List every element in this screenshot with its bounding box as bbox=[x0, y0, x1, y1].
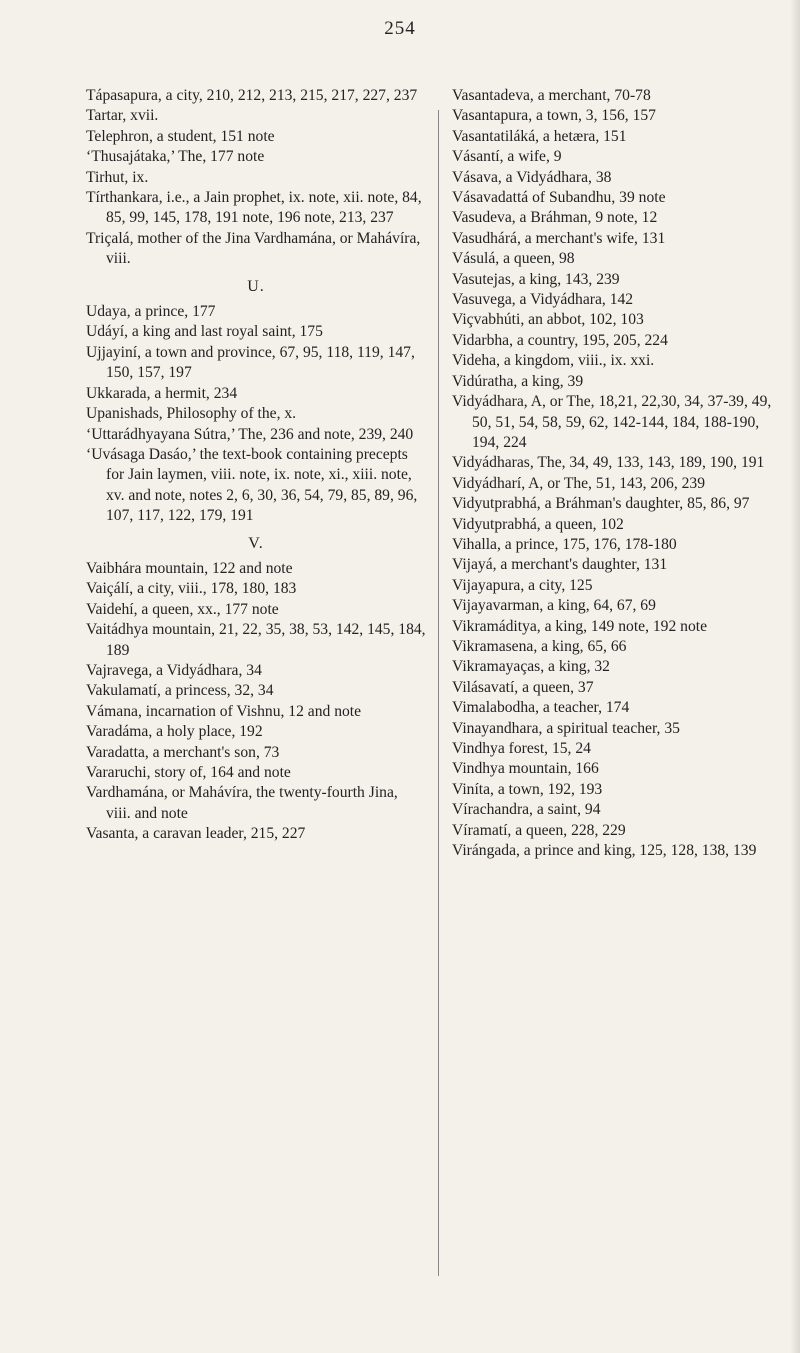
index-entry: Vasanta, a caravan leader, 215, 227 bbox=[86, 825, 306, 843]
index-column-left bbox=[86, 86, 426, 845]
index-entry: Vararuchi, story of, 164 and note bbox=[86, 764, 291, 781]
index-entry: Vásava, a Vidyádhara, 38 bbox=[452, 168, 612, 186]
index-entry: Vidyádharas, The, 34, 49, 133, 143, 189, 190, 191 bbox=[452, 454, 765, 472]
section-heading: V. bbox=[248, 534, 264, 552]
column-divider bbox=[438, 110, 439, 1276]
index-entry: Vikramayaças, a king, 32 bbox=[452, 658, 610, 676]
index-entry: Vijayapura, a city, 125 bbox=[452, 576, 593, 594]
index-entry: Vidúratha, a king, 39 bbox=[452, 372, 584, 390]
index-entry: Vasudeva, a Bráhman, 9 note, 12 bbox=[452, 209, 658, 227]
index-entry: Viçvabhúti, an abbot, 102, 103 bbox=[452, 311, 644, 329]
index-entry: Triçalá, mother of the Jina Vardhamána, or Mahávíra, viii. bbox=[86, 229, 421, 268]
index-entry: Vijayavarman, a king, 64, 67, 69 bbox=[452, 597, 656, 615]
index-entry: Ukkarada, a hermit, 234 bbox=[86, 384, 238, 402]
index-entry: Tírthankara, i.e., a Jain prophet, ix. note, xii. note, 84, 85, 99, 145, 178, 191 note, 196 note, 213, 237 bbox=[86, 189, 422, 227]
index-entry: Virángada, a prince and king, 125, 128, 138, 139 bbox=[452, 842, 757, 860]
page-number: 254 bbox=[384, 18, 416, 39]
index-column-right bbox=[452, 86, 782, 861]
index-entry: Vidyutprabhá, a Bráhman's daughter, 85, 86, 97 bbox=[452, 495, 750, 513]
index-entry: Vijayá, a merchant's daughter, 131 bbox=[452, 556, 668, 574]
section-heading: U. bbox=[247, 277, 265, 295]
index-entry: Vámana, incarnation of Vishnu, 12 and note bbox=[86, 702, 362, 720]
index-entry: Videha, a kingdom, viii., ix. xxi. bbox=[452, 352, 655, 370]
index-entry: Vasantatiláká, a hetæra, 151 bbox=[452, 127, 627, 145]
index-entry: ‘Thusajátaka,’ The, 177 note bbox=[86, 148, 265, 166]
index-entry: Vindhya mountain, 166 bbox=[452, 760, 599, 778]
index-entry: ‘Uttarádhyayana Sútra,’ The, 236 and note, 239, 240 bbox=[86, 425, 414, 443]
index-entry: Udaya, a prince, 177 bbox=[86, 303, 216, 321]
index-entry: Vihalla, a prince, 175, 176, 178-180 bbox=[452, 535, 677, 553]
index-entry: Vajravega, a Vidyádhara, 34 bbox=[86, 661, 262, 679]
index-entry: Vikramasena, a king, 65, 66 bbox=[452, 637, 627, 655]
index-entry: Varadáma, a holy place, 192 bbox=[86, 723, 263, 741]
index-entry: Vasuvega, a Vidyádhara, 142 bbox=[452, 291, 634, 309]
index-entry: Vindhya forest, 15, 24 bbox=[452, 740, 591, 757]
index-entry: Vidarbha, a country, 195, 205, 224 bbox=[452, 331, 668, 349]
index-entry: Vinayandhara, a spiritual teacher, 35 bbox=[452, 719, 680, 737]
index-entry: Vidyádharí, A, or The, 51, 143, 206, 239 bbox=[452, 474, 706, 492]
index-entry: Vasudhárá, a merchant's wife, 131 bbox=[452, 229, 666, 247]
index-entry: Vásantí, a wife, 9 bbox=[452, 148, 562, 166]
index-entry: Viníta, a town, 192, 193 bbox=[452, 780, 603, 798]
index-entry: Víramatí, a queen, 228, 229 bbox=[452, 821, 626, 839]
index-entry: Telephron, a student, 151 note bbox=[86, 127, 275, 145]
index-entry: Vidyádhara, A, or The, 18,21, 22,30, 34, 37-39, 49, 50, 51, 54, 58, 59, 62, 142-144, 184, 188-190, 194, 224 bbox=[452, 393, 772, 451]
index-entry: Vírachandra, a saint, 94 bbox=[452, 801, 601, 819]
index-entry: ‘Uvásaga Dasáo,’ the text-book containing precepts for Jain laymen, viii. note, ix. note, xi., xiii. note, xv. and note, notes 2, 6, 30, 36, 54, 79, 85, 89, 96, 107, 117, 122, 179, 191 bbox=[86, 445, 418, 525]
index-entry: Vaiçálí, a city, viii., 178, 180, 183 bbox=[86, 580, 297, 598]
index-entry: Varadatta, a merchant's son, 73 bbox=[86, 743, 280, 761]
index-entry: Vásavadattá of Subandhu, 39 note bbox=[452, 189, 666, 207]
index-entry: Vikramáditya, a king, 149 note, 192 note bbox=[452, 617, 708, 635]
index-entry: Vilásavatí, a queen, 37 bbox=[452, 678, 594, 696]
index-entry: Vasutejas, a king, 143, 239 bbox=[452, 270, 620, 288]
index-entry: Vásulá, a queen, 98 bbox=[452, 250, 575, 268]
index-entry: Vakulamatí, a princess, 32, 34 bbox=[86, 682, 274, 700]
index-entry: Vardhamána, or Mahávíra, the twenty-fourth Jina, viii. and note bbox=[86, 784, 398, 822]
index-entry: Tápasapura, a city, 210, 212, 213, 215, 217, 227, 237 bbox=[86, 87, 418, 104]
index-entry: Vaibhára mountain, 122 and note bbox=[86, 559, 293, 577]
index-entry: Upanishads, Philosophy of the, x. bbox=[86, 405, 297, 423]
index-entry: Vaidehí, a queen, xx., 177 note bbox=[86, 600, 279, 618]
index-entry: Tartar, xvii. bbox=[86, 107, 159, 125]
index-entry: Vidyutprabhá, a queen, 102 bbox=[452, 515, 624, 533]
index-entry: Vasantapura, a town, 3, 156, 157 bbox=[452, 107, 656, 125]
index-entry: Vimalabodha, a teacher, 174 bbox=[452, 699, 630, 717]
index-entry: Tirhut, ix. bbox=[86, 168, 149, 186]
index-entry: Udáyí, a king and last royal saint, 175 bbox=[86, 323, 323, 341]
page-edge-shadow bbox=[790, 0, 800, 1353]
index-entry: Vasantadeva, a merchant, 70-78 bbox=[452, 87, 651, 104]
index-entry: Vaitádhya mountain, 21, 22, 35, 38, 53, 142, 145, 184, 189 bbox=[86, 621, 426, 659]
index-entry: Ujjayiní, a town and province, 67, 95, 118, 119, 147, 150, 157, 197 bbox=[86, 343, 415, 382]
